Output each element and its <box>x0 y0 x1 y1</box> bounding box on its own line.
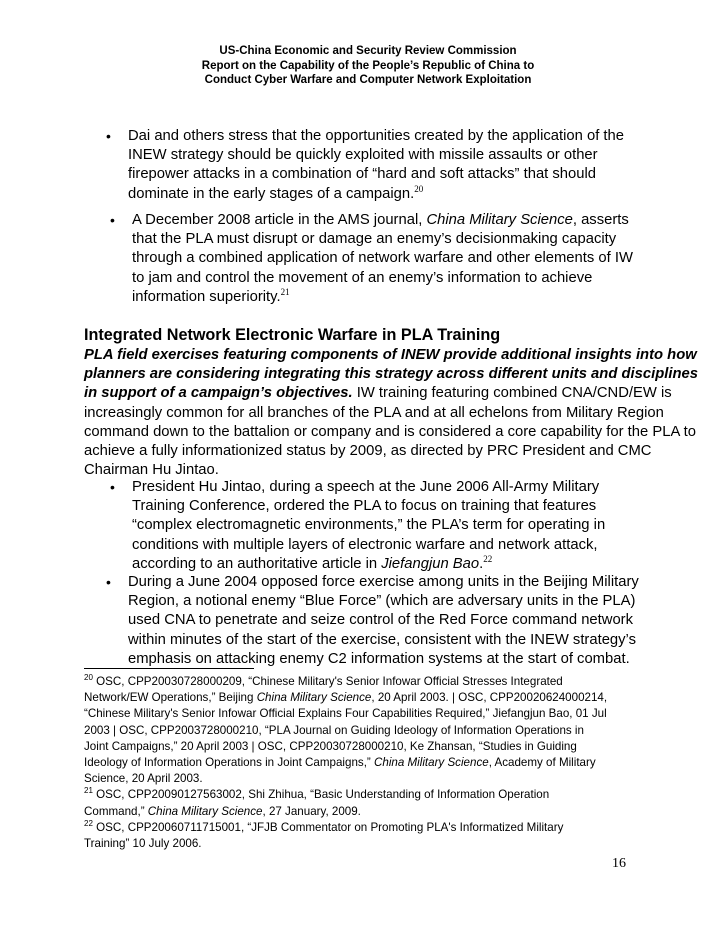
bullet-icon: • <box>110 479 115 495</box>
bullet-text-body: , asserts that the PLA must disrupt or damage an enemy’s decisionmaking capacity through a combined application of network warfare and other elements of IW to jam and control the movement of an enemy’s information to achieve information superiority. <box>132 212 633 305</box>
footnotes <box>84 674 684 852</box>
newspaper-title: Jiefangjun Bao <box>381 555 480 572</box>
bullet-text <box>132 478 605 574</box>
footnote-ref[interactable]: 21 <box>280 286 290 297</box>
bullet-text <box>128 127 624 204</box>
footnote-number: 22 <box>84 818 93 828</box>
footnote-text: OSC, CPP20030728000209, “Chinese Military's Senior Infowar Official Stresses Integrated Network/EW Operations,” Beijing <box>84 675 563 705</box>
footnote-number: 21 <box>84 786 93 796</box>
footnote-21 <box>84 787 684 819</box>
page-number: 16 <box>612 856 626 871</box>
bullet-text-body: . <box>479 555 484 572</box>
footnote-22 <box>84 820 684 852</box>
bullet-text <box>132 211 633 307</box>
bullet-icon: • <box>106 128 111 144</box>
bullet-text-body: Dai and others stress that the opportunities created by the application of the INEW strategy should be quickly exploited with missile assaults or other firepower attacks in a combination of “hard and soft attacks” that should dominate in the early stages of a campaign. <box>128 128 624 202</box>
paragraph-lead: PLA field exercises featuring components of INEW provide additional insights into how planners are considering integrating this strategy across different units and disciplines in support of a campaign’s objectives. <box>84 347 698 402</box>
footnote-text: , 20 April 2003. | OSC, CPP20020624000214, “Chinese Military's Senior Infowar Official Explains Four Capabilities Required,” Jiefangjun Bao, 01 Jul 2003 | OSC, CPP2003728000210, “PLA Journal on Guiding Ideology of Information Operations in Joint Campaigns,” 20 April 2003 | OSC, CPP20030728000210, Ke Zhansan, “Studies in Guiding Ideology of Information Operations in Joint Campaigns,” <box>84 691 608 770</box>
section-heading: Integrated Network Electronic Warfare in PLA Training <box>84 326 501 344</box>
footnote-italic: China Military Science <box>147 804 263 818</box>
footnote-ref[interactable]: 22 <box>483 553 493 564</box>
section-paragraph <box>84 346 704 480</box>
footnote-text: OSC, CPP20060711715001, “JFJB Commentator on Promoting PLA's Informatized Military Training” 10 July 2006. <box>84 820 564 851</box>
footnote-separator <box>84 668 254 669</box>
footnote-italic: China Military Science <box>374 756 489 770</box>
bullet-text-body: President Hu Jintao, during a speech at the June 2006 All-Army Military Training Conference, ordered the PLA to focus on training that features “complex electromagnetic environments,” the PLA’s term for operating in conditions with multiple layers of electronic warfare and network attack, according to an authoritative article in <box>132 479 606 572</box>
header-line-2: Report on the Capability of the People’s Republic of China to <box>201 59 535 72</box>
header-line-1: US-China Economic and Security Review Commission <box>219 45 517 57</box>
footnote-number: 20 <box>84 673 93 683</box>
footnote-text: , 27 January, 2009. <box>262 804 361 818</box>
footnote-italic: China Military Science <box>256 691 372 705</box>
bullet-text-body: A December 2008 article in the AMS journal, <box>132 212 427 228</box>
bullet-text: During a June 2004 opposed force exercise among units in the Beijing Military Region, a notional enemy “Blue Force” (which are adversary units in the PLA) used CNA to penetrate and seize control of the Red Force command network within minutes of the start of the exercise, consistent with the INEW strategy’s emphasis on attacking enemy C2 information systems at the start of combat. <box>128 574 639 667</box>
paragraph-body: IW training featuring combined CNA/CND/EW is increasingly common for all branches of the PLA and at all echelons from Military Region command down to the battalion or company and is considered a core capability for the PLA to achieve a fully informationized status by 2009, as directed by PRC President and CMC Chairman Hu Jintao. <box>84 385 696 479</box>
footnote-20 <box>84 674 684 787</box>
footnote-text: , Academy of Military Science, 20 April 2003. <box>84 756 596 786</box>
footnote-text: OSC, CPP20090127563002, Shi Zhihua, “Basic Understanding of Information Operation Command,” <box>84 788 550 818</box>
journal-title: China Military Science <box>426 212 573 228</box>
page-header <box>0 44 728 88</box>
footnote-ref[interactable]: 20 <box>414 183 424 194</box>
bullet-icon: • <box>106 574 111 590</box>
header-line-3: Conduct Cyber Warfare and Computer Network Exploitation <box>204 74 532 86</box>
bullet-icon: • <box>110 212 115 228</box>
